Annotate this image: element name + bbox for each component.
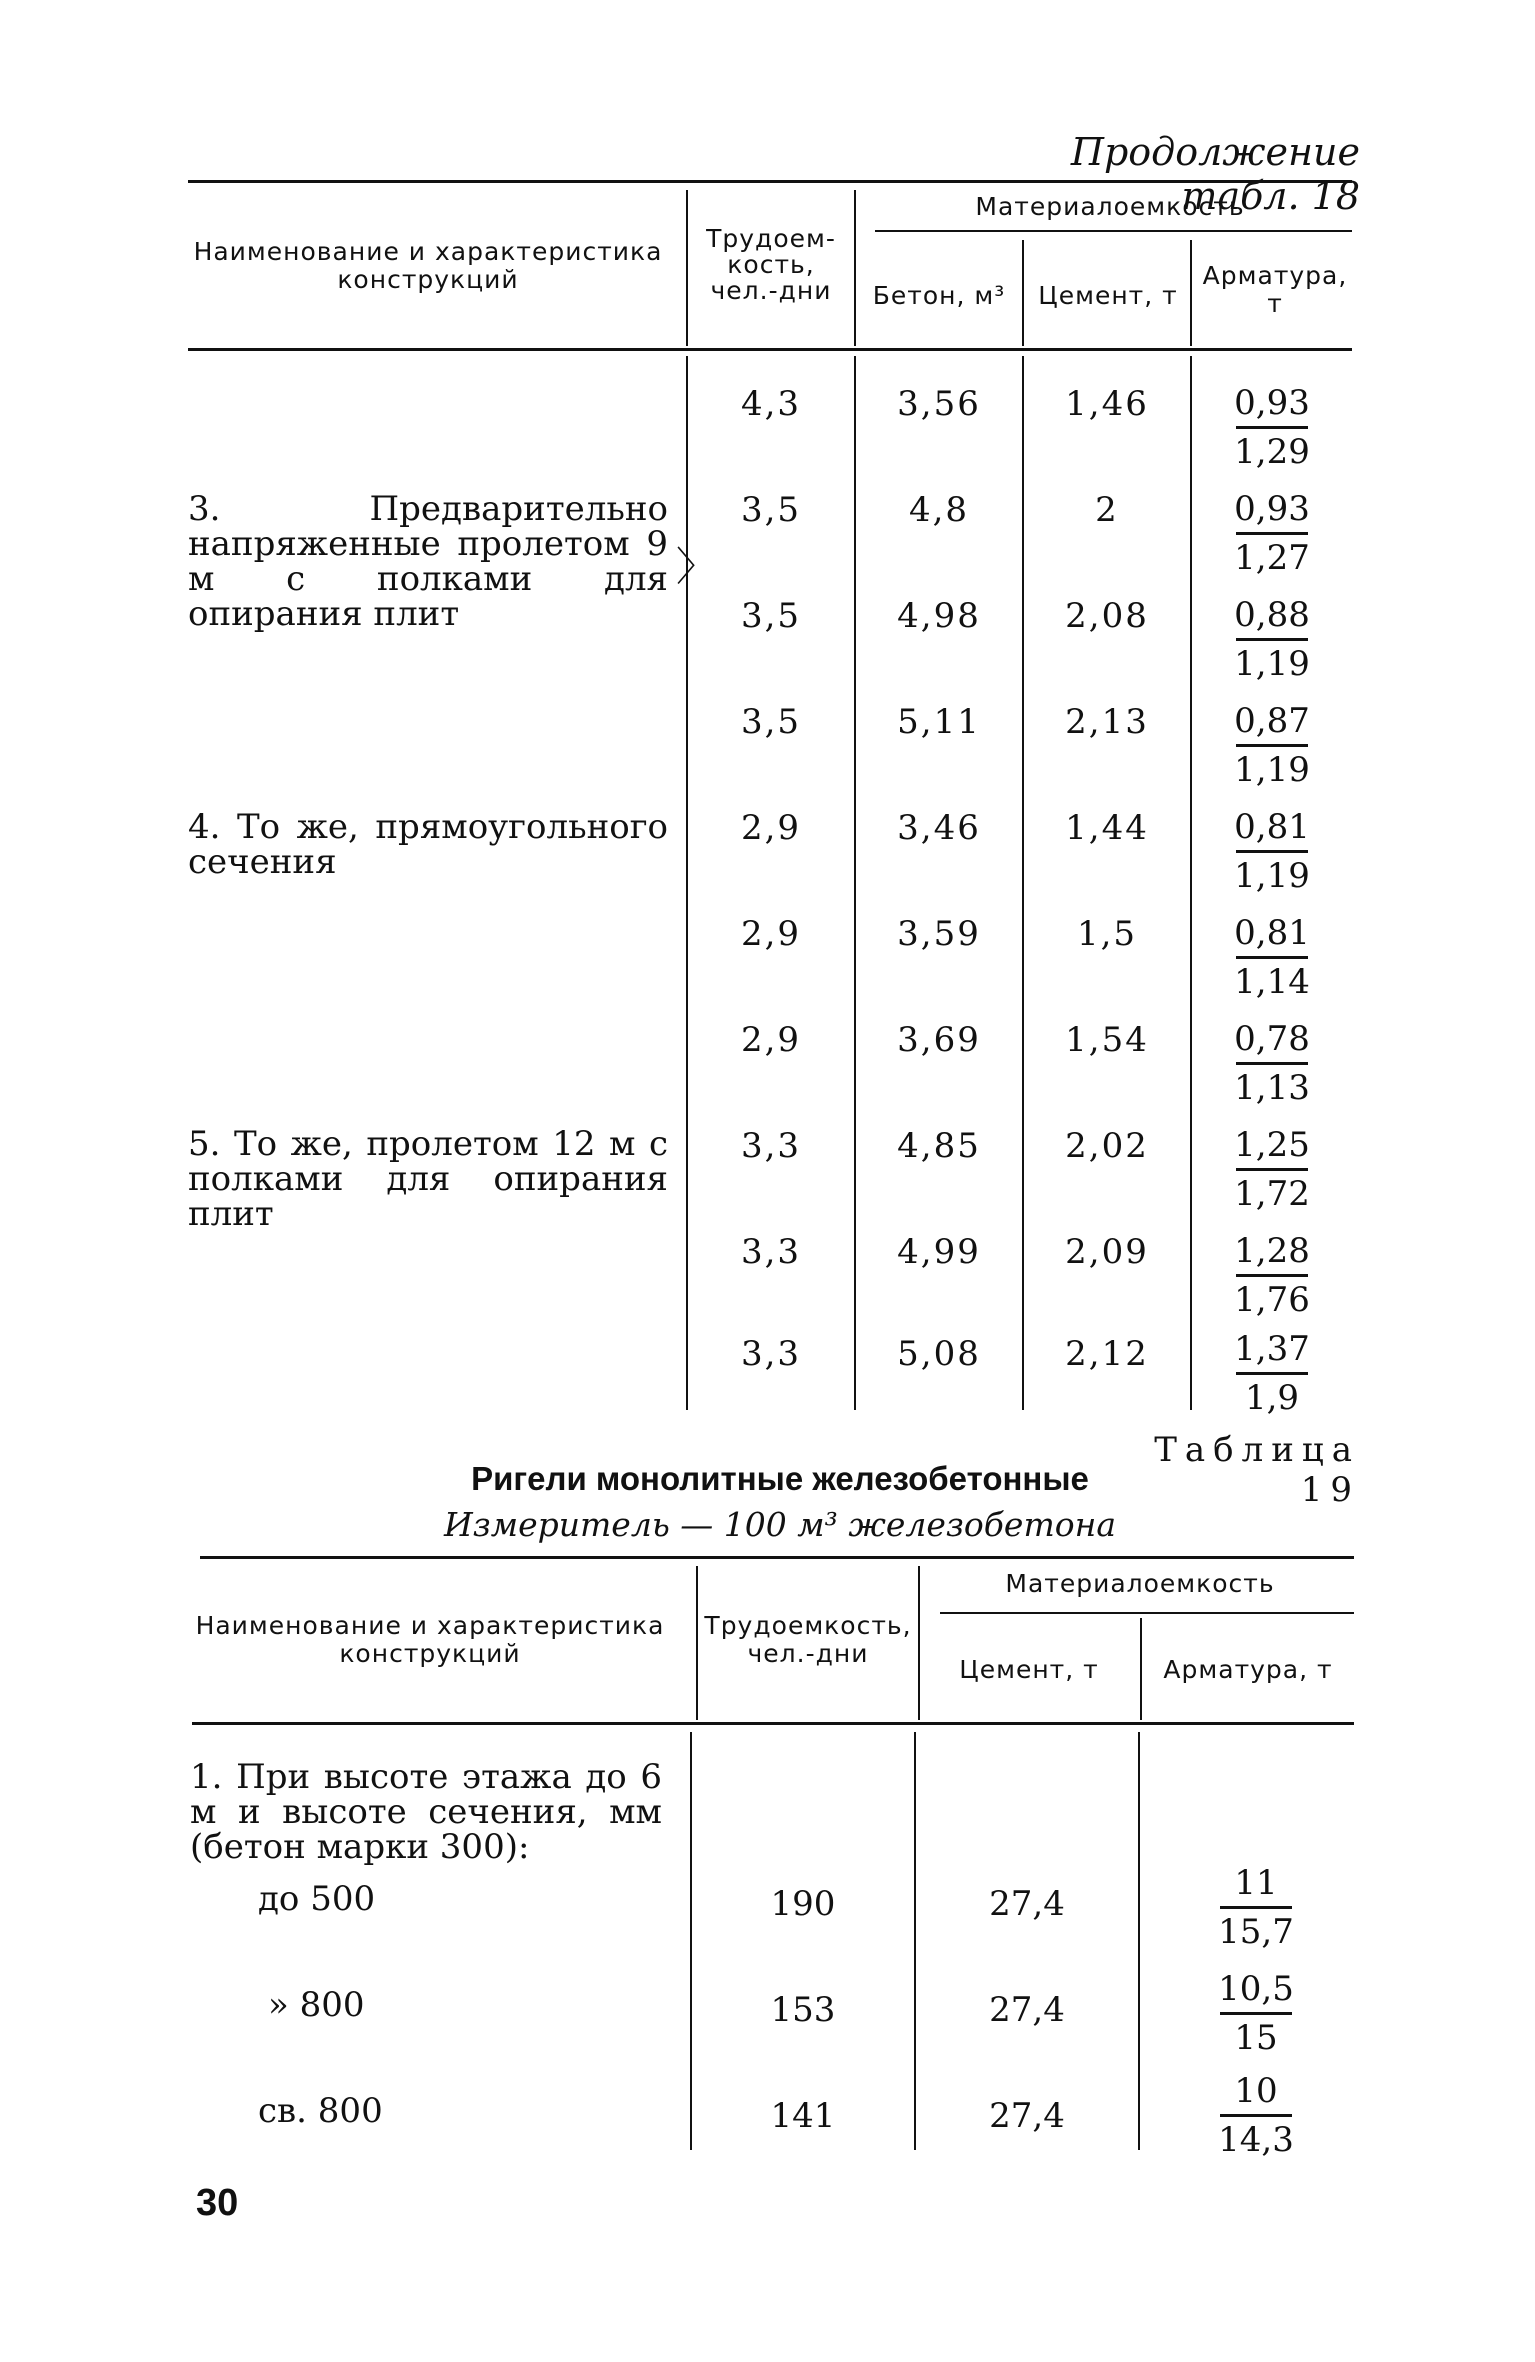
table18-rebar-fraction — [1232, 1016, 1312, 1111]
table18-concrete-cell: 3,56 — [897, 384, 981, 424]
table18-header-labor-line: Трудоем- — [706, 224, 836, 253]
fraction-numerator: 0,78 — [1234, 1019, 1310, 1059]
table18-item-4: 4. То же, прямоугольного сечения — [188, 807, 668, 882]
table19-cement-cell: 27,4 — [989, 1990, 1065, 2030]
table18-header-labor — [690, 226, 852, 304]
table18-labor-cell: 3,5 — [740, 596, 802, 636]
table18-cement-cell: 1,54 — [1065, 1020, 1149, 1060]
table18-cement-cell: 1,46 — [1065, 384, 1149, 424]
table18-concrete-cell: 3,69 — [897, 1020, 981, 1060]
fraction-numerator: 1,28 — [1234, 1231, 1310, 1271]
table19-top-rule — [200, 1556, 1354, 1559]
table18-header-concrete: Бетон, м³ — [872, 281, 1006, 310]
table19-body-divider — [1138, 1732, 1140, 2150]
fraction-numerator: 1,25 — [1234, 1125, 1310, 1165]
table18-concrete-cell: 4,98 — [897, 596, 981, 636]
table18-labor-cell: 2,9 — [740, 1020, 802, 1060]
table18-concrete-cell: 5,11 — [897, 702, 981, 742]
fraction-denominator: 15 — [1234, 2018, 1278, 2058]
fraction-numerator: 0,81 — [1234, 913, 1310, 953]
fraction-numerator: 0,88 — [1234, 595, 1310, 635]
fraction-numerator: 11 — [1234, 1863, 1278, 1903]
table18-header-divider — [1190, 240, 1192, 346]
fraction-denominator: 14,3 — [1218, 2120, 1294, 2160]
table18-body-divider — [1190, 356, 1192, 1410]
table19-labor-cell: 190 — [770, 1884, 836, 1924]
table18-rebar-fraction — [1232, 486, 1312, 581]
table18-labor-cell: 3,5 — [740, 490, 802, 530]
fraction-numerator: 10,5 — [1218, 1969, 1294, 2009]
table19-header-rebar: Арматура, т — [1163, 1655, 1333, 1684]
fraction-denominator: 1,19 — [1234, 750, 1310, 790]
table18-labor-cell: 3,3 — [740, 1126, 802, 1166]
table18-labor-cell: 3,5 — [740, 702, 802, 742]
table18-header-divider — [854, 190, 856, 346]
table19-measure: Измеритель — 100 м³ железобетона — [443, 1505, 1117, 1544]
fraction-numerator: 0,93 — [1234, 489, 1310, 529]
table18-cement-cell: 2,09 — [1065, 1232, 1149, 1272]
table18-labor-cell: 3,3 — [740, 1334, 802, 1374]
table18-cement-cell: 2 — [1095, 490, 1119, 530]
table18-header-name: Наименование и характеристика конструкций — [193, 237, 663, 294]
fraction-denominator: 1,19 — [1234, 856, 1310, 896]
table19-row-label: до 500 — [258, 1879, 376, 1919]
table18-body-divider — [854, 356, 856, 1410]
table18-rebar-fraction — [1232, 1122, 1312, 1217]
table18-header-divider — [686, 190, 688, 346]
table18-cement-cell: 2,13 — [1065, 702, 1149, 742]
fraction-numerator: 0,93 — [1234, 383, 1310, 423]
fraction-denominator: 1,19 — [1234, 644, 1310, 684]
table18-rebar-fraction — [1232, 1326, 1312, 1421]
table18-labor-cell: 4,3 — [740, 384, 802, 424]
fraction-denominator: 1,27 — [1234, 538, 1310, 578]
table19-item-1: 1. При высоте этажа до 6 м и высоте сечения, мм (бетон марки 300): — [190, 1757, 662, 1867]
table18-concrete-cell: 4,99 — [897, 1232, 981, 1272]
table18-item-5: 5. То же, пролетом 12 м с полками для опирания плит — [188, 1124, 668, 1234]
table19-title: Ригели монолитные железобетонные — [471, 1460, 1089, 1497]
table18-header-bottom-rule — [188, 348, 1352, 351]
table18-concrete-cell: 4,8 — [908, 490, 970, 530]
fraction-denominator: 1,72 — [1234, 1174, 1310, 1214]
table18-header-labor-line: кость, — [727, 250, 815, 279]
table18-labor-cell: 2,9 — [740, 808, 802, 848]
table19-body-divider — [914, 1732, 916, 2150]
fraction-denominator: 15,7 — [1218, 1912, 1294, 1952]
table18-item-3-brace: 〉 — [676, 544, 716, 590]
table18-rebar-fraction — [1232, 380, 1312, 475]
table18-body-divider — [686, 356, 688, 1410]
table18-concrete-cell: 5,08 — [897, 1334, 981, 1374]
table18-header-labor-line: чел.-дни — [710, 276, 832, 305]
table18-cement-cell: 2,12 — [1065, 1334, 1149, 1374]
table19-materials-rule — [940, 1612, 1354, 1614]
table19-rebar-fraction — [1216, 1966, 1296, 2061]
page-number: 30 — [196, 2182, 239, 2224]
table18-concrete-cell: 3,59 — [897, 914, 981, 954]
fraction-denominator: 1,9 — [1244, 1378, 1300, 1418]
table18-header-rebar-line: Арматура, — [1202, 261, 1348, 290]
table18-rebar-fraction — [1232, 698, 1312, 793]
table19-header-labor — [698, 1612, 918, 1668]
table18-cement-cell: 1,44 — [1065, 808, 1149, 848]
table19-body-divider — [690, 1732, 692, 2150]
table19-row-label: св. 800 — [258, 2091, 383, 2131]
fraction-denominator: 1,13 — [1234, 1068, 1310, 1108]
table19-cement-cell: 27,4 — [989, 1884, 1065, 1924]
fraction-denominator: 1,29 — [1234, 432, 1310, 472]
fraction-numerator: 10 — [1234, 2071, 1278, 2111]
table18-top-rule — [188, 180, 1352, 183]
table18-rebar-fraction — [1232, 1228, 1312, 1323]
table18-header-materials: Материалоемкость — [975, 192, 1245, 221]
table19-header-cement: Цемент, т — [959, 1655, 1099, 1684]
table18-item-3: 3. Предварительно напряженные пролетом 9 м с полками для опирания плит — [188, 489, 668, 634]
table19-rebar-fraction — [1216, 2068, 1296, 2163]
table19-rebar-fraction — [1216, 1860, 1296, 1955]
table18-cement-cell: 2,08 — [1065, 596, 1149, 636]
fraction-numerator: 0,87 — [1234, 701, 1310, 741]
table18-header-rebar — [1194, 262, 1356, 318]
table18-labor-cell: 3,3 — [740, 1232, 802, 1272]
table18-materials-rule — [875, 230, 1352, 232]
fraction-denominator: 1,76 — [1234, 1280, 1310, 1320]
table18-body-divider — [1022, 356, 1024, 1410]
table19-header-labor-line: чел.-дни — [747, 1639, 869, 1668]
fraction-numerator: 0,81 — [1234, 807, 1310, 847]
table18-header-divider — [1022, 240, 1024, 346]
table19-header-name: Наименование и характеристика конструкций — [195, 1611, 665, 1668]
table19-header-labor-line: Трудоемкость, — [704, 1611, 912, 1640]
table18-rebar-fraction — [1232, 592, 1312, 687]
fraction-denominator: 1,14 — [1234, 962, 1310, 1002]
table18-concrete-cell: 3,46 — [897, 808, 981, 848]
table18-rebar-fraction — [1232, 804, 1312, 899]
table19-header-bottom-rule — [192, 1722, 1354, 1725]
table19-label: Таблица 19 — [1154, 1430, 1360, 1510]
table18-labor-cell: 2,9 — [740, 914, 802, 954]
table19-header-materials: Материалоемкость — [1005, 1569, 1275, 1598]
table19-cement-cell: 27,4 — [989, 2096, 1065, 2136]
fraction-numerator: 1,37 — [1234, 1329, 1310, 1369]
table18-header-rebar-line: т — [1267, 289, 1283, 318]
table18-cement-cell: 2,02 — [1065, 1126, 1149, 1166]
table19-labor-cell: 153 — [770, 1990, 836, 2030]
table18-concrete-cell: 4,85 — [897, 1126, 981, 1166]
table18-continuation-label: Продолжение табл. 18 — [1070, 130, 1360, 218]
table19-header-divider — [918, 1566, 920, 1720]
table19-labor-cell: 141 — [770, 2096, 836, 2136]
table19-row-label: » 800 — [268, 1985, 365, 2025]
table18-cement-cell: 1,5 — [1076, 914, 1138, 954]
table18-header-cement: Цемент, т — [1038, 281, 1178, 310]
table18-rebar-fraction — [1232, 910, 1312, 1005]
